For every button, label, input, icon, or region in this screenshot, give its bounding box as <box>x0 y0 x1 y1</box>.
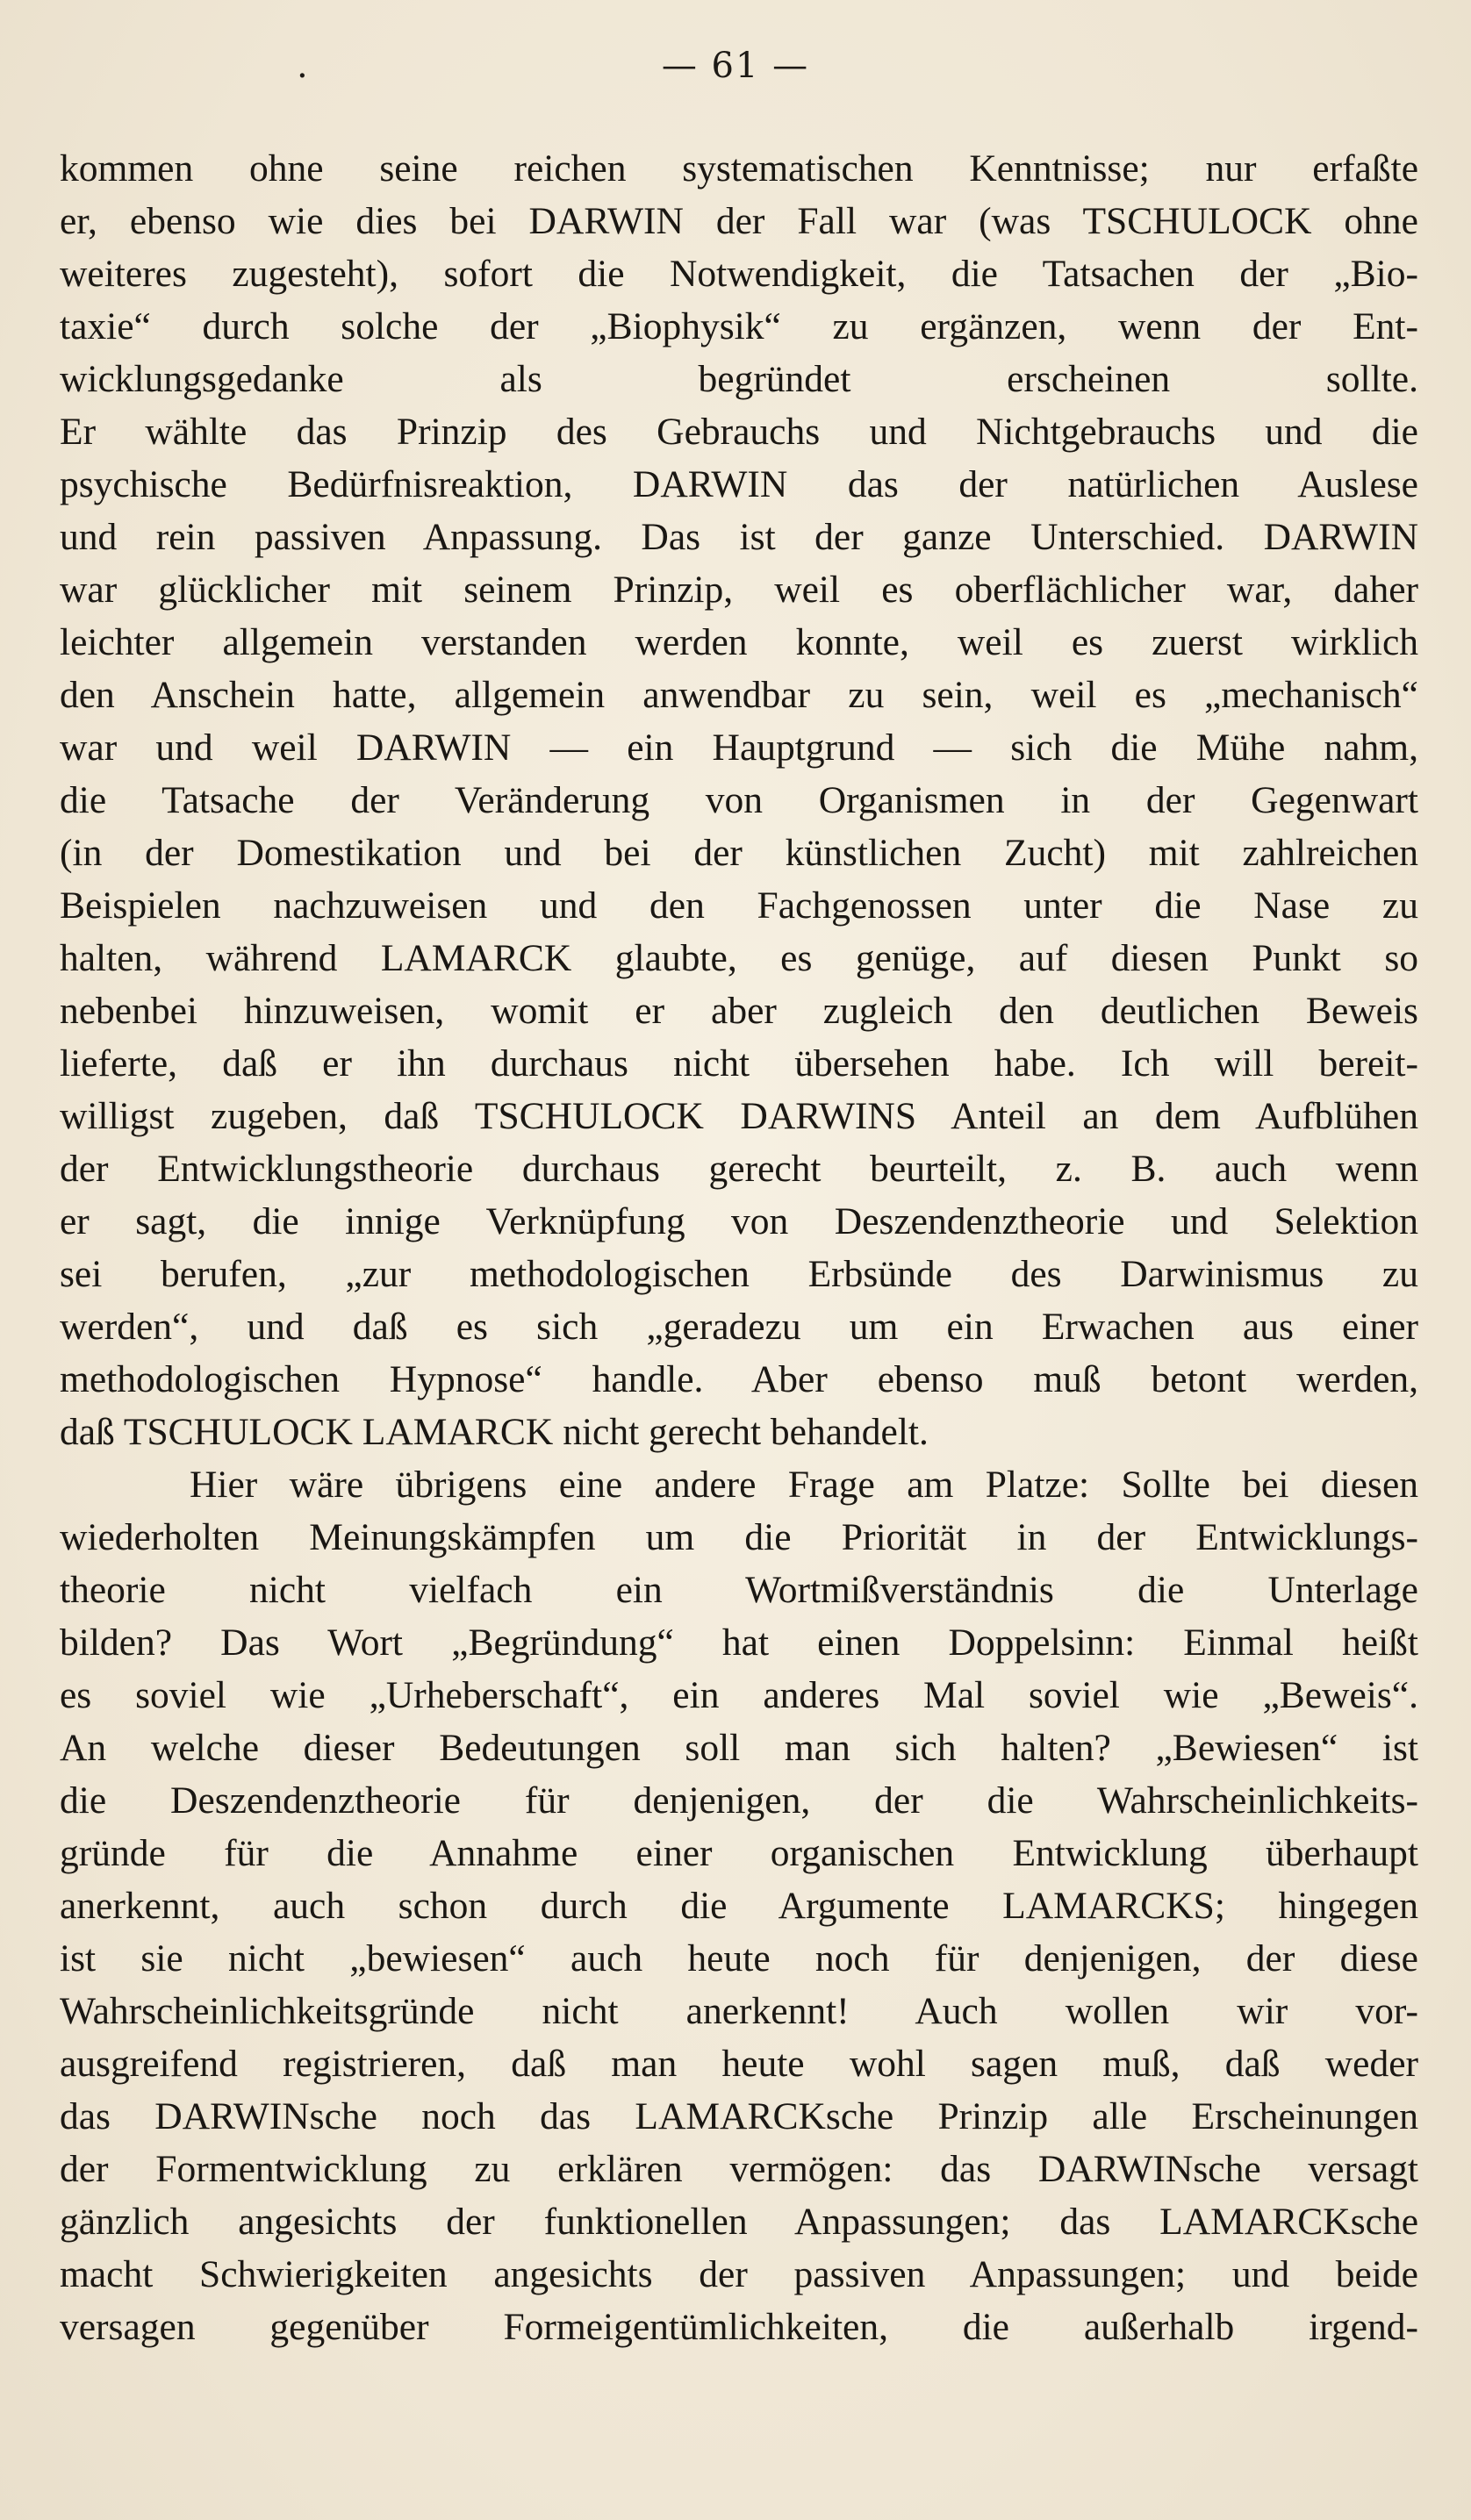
text-line: werden“, und daß es sich „geradezu um ein Erwachen aus einer <box>60 1306 1418 1348</box>
text-line: Er wählte das Prinzip des Gebrauchs und Nichtgebrauchs und die <box>60 411 1418 453</box>
text-line: (in der Domestikation und bei der künstlichen Zucht) mit zahlreichen <box>60 832 1418 874</box>
text-line: sei berufen, „zur methodologischen Erbsünde des Darwinismus zu <box>60 1253 1418 1295</box>
text-line: ausgreifend registrieren, daß man heute wohl sagen muß, daß weder <box>60 2043 1418 2085</box>
text-line: willigst zugeben, daß TSCHULOCK DARWINS Anteil an dem Aufblühen <box>60 1095 1418 1137</box>
text-line: macht Schwierigkeiten angesichts der passiven Anpassungen; und beide <box>60 2253 1418 2295</box>
text-line: weiteres zugesteht), sofort die Notwendigkeit, die Tatsachen der „Bio- <box>60 253 1418 295</box>
text-line: er sagt, die innige Verknüpfung von Deszendenztheorie und Selektion <box>60 1200 1418 1242</box>
text-line: wicklungsgedanke als begründet erscheinen sollte. <box>60 358 1418 400</box>
text-line: gänzlich angesichts der funktionellen Anpassungen; das LAMARCKsche <box>60 2201 1418 2243</box>
text-line: theorie nicht vielfach ein Wortmißverständnis die Unterlage <box>60 1569 1418 1611</box>
text-line: kommen ohne seine reichen systematischen Kenntnisse; nur erfaßte <box>60 147 1418 190</box>
text-line: An welche dieser Bedeutungen soll man sich halten? „Bewiesen“ ist <box>60 1727 1418 1769</box>
header-marker: . <box>297 46 310 86</box>
text-line: ist sie nicht „bewiesen“ auch heute noch für denjenigen, der diese <box>60 1937 1418 1979</box>
text-line: Wahrscheinlichkeitsgründe nicht anerkennt! Auch wollen wir vor- <box>60 1990 1418 2032</box>
text-line: daß TSCHULOCK LAMARCK nicht gerecht behandelt. <box>60 1411 929 1453</box>
text-line: methodologischen Hypnose“ handle. Aber ebenso muß betont werden, <box>60 1358 1418 1400</box>
text-line: nebenbei hinzuweisen, womit er aber zugleich den deutlichen Beweis <box>60 990 1418 1032</box>
text-line: gründe für die Annahme einer organischen Entwicklung überhaupt <box>60 1832 1418 1874</box>
text-line: anerkennt, auch schon durch die Argumente LAMARCKS; hingegen <box>60 1885 1418 1927</box>
text-line: Beispielen nachzuweisen und den Fachgenossen unter die Nase zu <box>60 884 1418 927</box>
body-text <box>60 142 1418 2353</box>
text-line: der Formentwicklung zu erklären vermögen: das DARWINsche versagt <box>60 2148 1418 2190</box>
text-line: war und weil DARWIN — ein Hauptgrund — sich die Mühe nahm, <box>60 727 1418 769</box>
text-line: das DARWINsche noch das LAMARCKsche Prinzip alle Erscheinungen <box>60 2095 1418 2137</box>
text-line: psychische Bedürfnisreaktion, DARWIN das der natürlichen Auslese <box>60 463 1418 505</box>
text-line: der Entwicklungstheorie durchaus gerecht beurteilt, z. B. auch wenn <box>60 1148 1418 1190</box>
text-line: leichter allgemein verstanden werden konnte, weil es zuerst wirklich <box>60 621 1418 663</box>
text-line: wiederholten Meinungskämpfen um die Priorität in der Entwicklungs- <box>60 1516 1418 1558</box>
text-line: taxie“ durch solche der „Biophysik“ zu ergänzen, wenn der Ent- <box>60 305 1418 347</box>
page-header <box>0 46 1471 86</box>
text-line: den Anschein hatte, allgemein anwendbar zu sein, weil es „mechanisch“ <box>60 674 1418 716</box>
text-line: die Tatsache der Veränderung von Organismen in der Gegenwart <box>60 779 1418 821</box>
text-line: versagen gegenüber Formeigentümlichkeiten, die außerhalb irgend- <box>60 2306 1418 2348</box>
text-line: die Deszendenztheorie für denjenigen, der die Wahrscheinlichkeits- <box>60 1779 1418 1822</box>
text-line: bilden? Das Wort „Begründung“ hat einen Doppelsinn: Einmal heißt <box>60 1622 1418 1664</box>
text-line: lieferte, daß er ihn durchaus nicht übersehen habe. Ich will bereit- <box>60 1042 1418 1085</box>
text-line: Hier wäre übrigens eine andere Frage am Platze: Sollte bei diesen <box>190 1464 1418 1506</box>
text-line: und rein passiven Anpassung. Das ist der ganze Unterschied. DARWIN <box>60 516 1418 558</box>
page-number: — 61 — <box>661 46 810 86</box>
text-line: war glücklicher mit seinem Prinzip, weil es oberflächlicher war, daher <box>60 569 1418 611</box>
text-line: halten, während LAMARCK glaubte, es genüge, auf diesen Punkt so <box>60 937 1418 979</box>
text-line: er, ebenso wie dies bei DARWIN der Fall war (was TSCHULOCK ohne <box>60 200 1418 242</box>
text-line: es soviel wie „Urheberschaft“, ein anderes Mal soviel wie „Beweis“. <box>60 1674 1418 1716</box>
